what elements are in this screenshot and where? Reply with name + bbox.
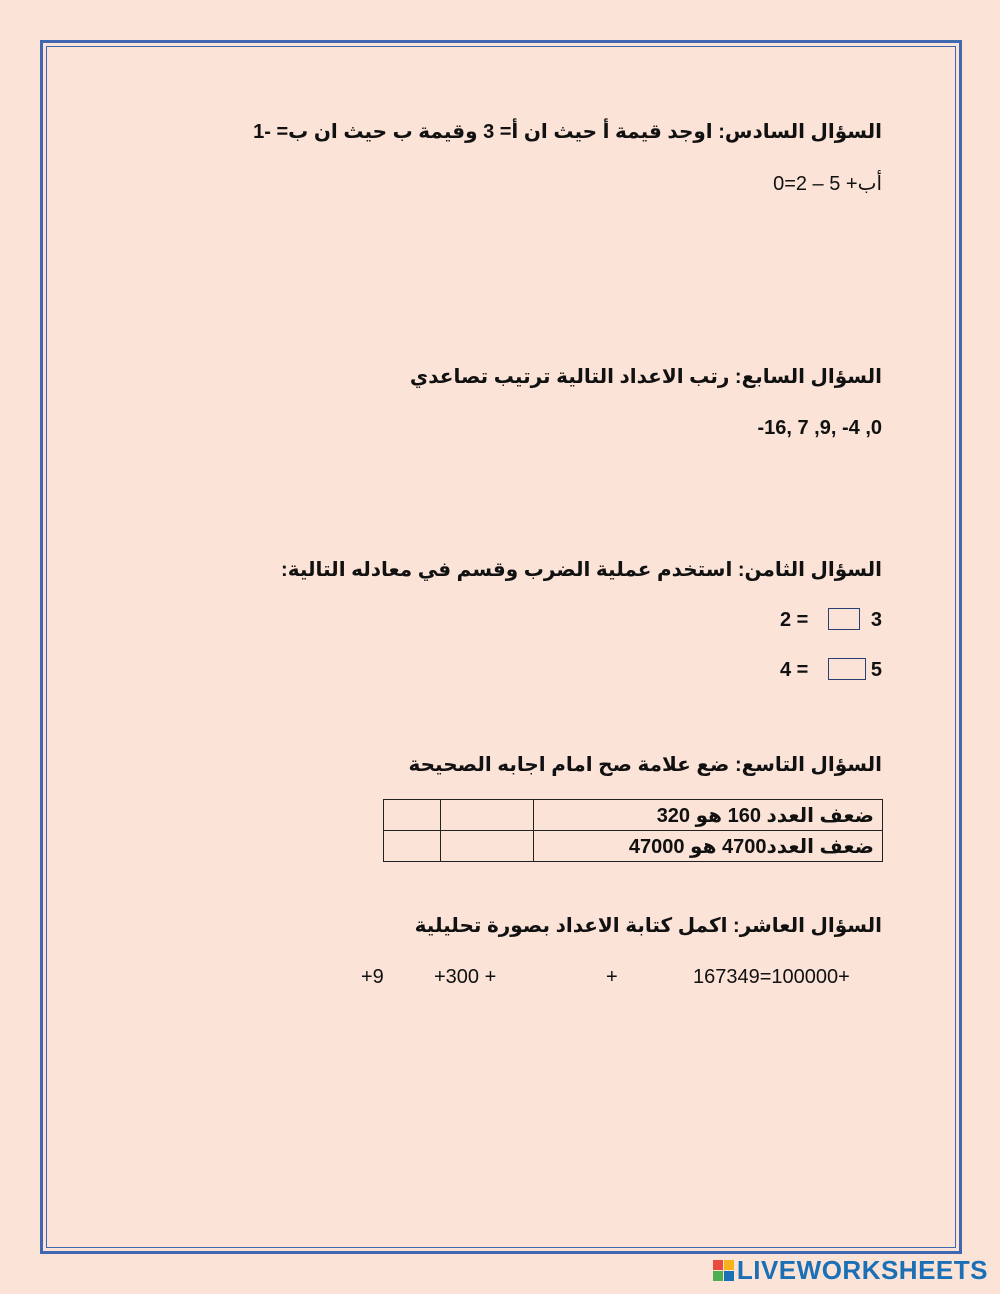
q10-label: السؤال العاشر: [733, 915, 882, 937]
q7-numbers-text: -16, 7 ,9, -4 ,0 [757, 417, 882, 439]
q10-part-4: +9 [361, 966, 384, 988]
logo-square-yellow [724, 1260, 734, 1270]
q8-label: السؤال الثامن: [737, 559, 882, 581]
q9-table [383, 799, 883, 862]
logo-text: LIVEWORKSHEETS [736, 1254, 988, 1285]
q8-answer-box-2[interactable] [828, 658, 866, 680]
q8-eq1-right: 2 = [780, 609, 809, 631]
table-row [384, 831, 883, 862]
q7-numbers [757, 416, 882, 440]
q8-eq1-left: 3 [870, 609, 882, 631]
logo-square-red [713, 1260, 723, 1270]
q9-label: السؤال التاسع: [734, 754, 882, 776]
q8-eq2-right: 4 = [780, 659, 809, 681]
q7-prompt [410, 365, 882, 389]
q6-equation: أب+ 5 – 2=0 [773, 173, 882, 195]
q7-text: رتب الاعداد التالية ترتيب تصاعدي [409, 366, 730, 388]
logo-square-blue [724, 1271, 734, 1281]
page-border-inner [46, 46, 956, 1248]
table-row [384, 800, 883, 831]
q10-part-1: 167349=100000+ [693, 966, 850, 988]
logo-mark-icon [713, 1260, 734, 1281]
q10-part-3: +300 + [434, 966, 497, 988]
q9-statement-2: ضعف العدد4700 هو 47000 [533, 831, 882, 862]
q10-text: اكمل كتابة الاعداد بصورة تحليلية [414, 915, 728, 937]
q6-text: اوجد قيمة أ حيث ان أ= 3 وقيمة ب حيث ان ب= -1 [253, 121, 713, 143]
q10-part-2: + [606, 966, 618, 988]
q8-text: استخدم عملية الضرب وقسم في معادله التالية: [281, 559, 733, 581]
q9-statement-1: ضعف العدد 160 هو 320 [533, 800, 882, 831]
logo-square-green [713, 1271, 723, 1281]
liveworksheets-logo [713, 1256, 988, 1284]
q9-text: ضع علامة صح امام اجابه الصحيحة [408, 754, 730, 776]
q9-check-cell-false-1[interactable] [384, 800, 441, 831]
q6-label: السؤال السادس: [718, 121, 882, 143]
q8-answer-box-1[interactable] [828, 608, 860, 630]
q9-check-cell-true-1[interactable] [441, 800, 534, 831]
q9-check-cell-true-2[interactable] [441, 831, 534, 862]
q8-eq2-left: 5 [870, 659, 882, 681]
q9-check-cell-false-2[interactable] [384, 831, 441, 862]
q9-prompt [408, 753, 882, 777]
q7-label: السؤال السابع: [734, 366, 882, 388]
q6-prompt [253, 120, 882, 144]
q8-prompt [281, 558, 882, 582]
q10-prompt [415, 914, 882, 938]
